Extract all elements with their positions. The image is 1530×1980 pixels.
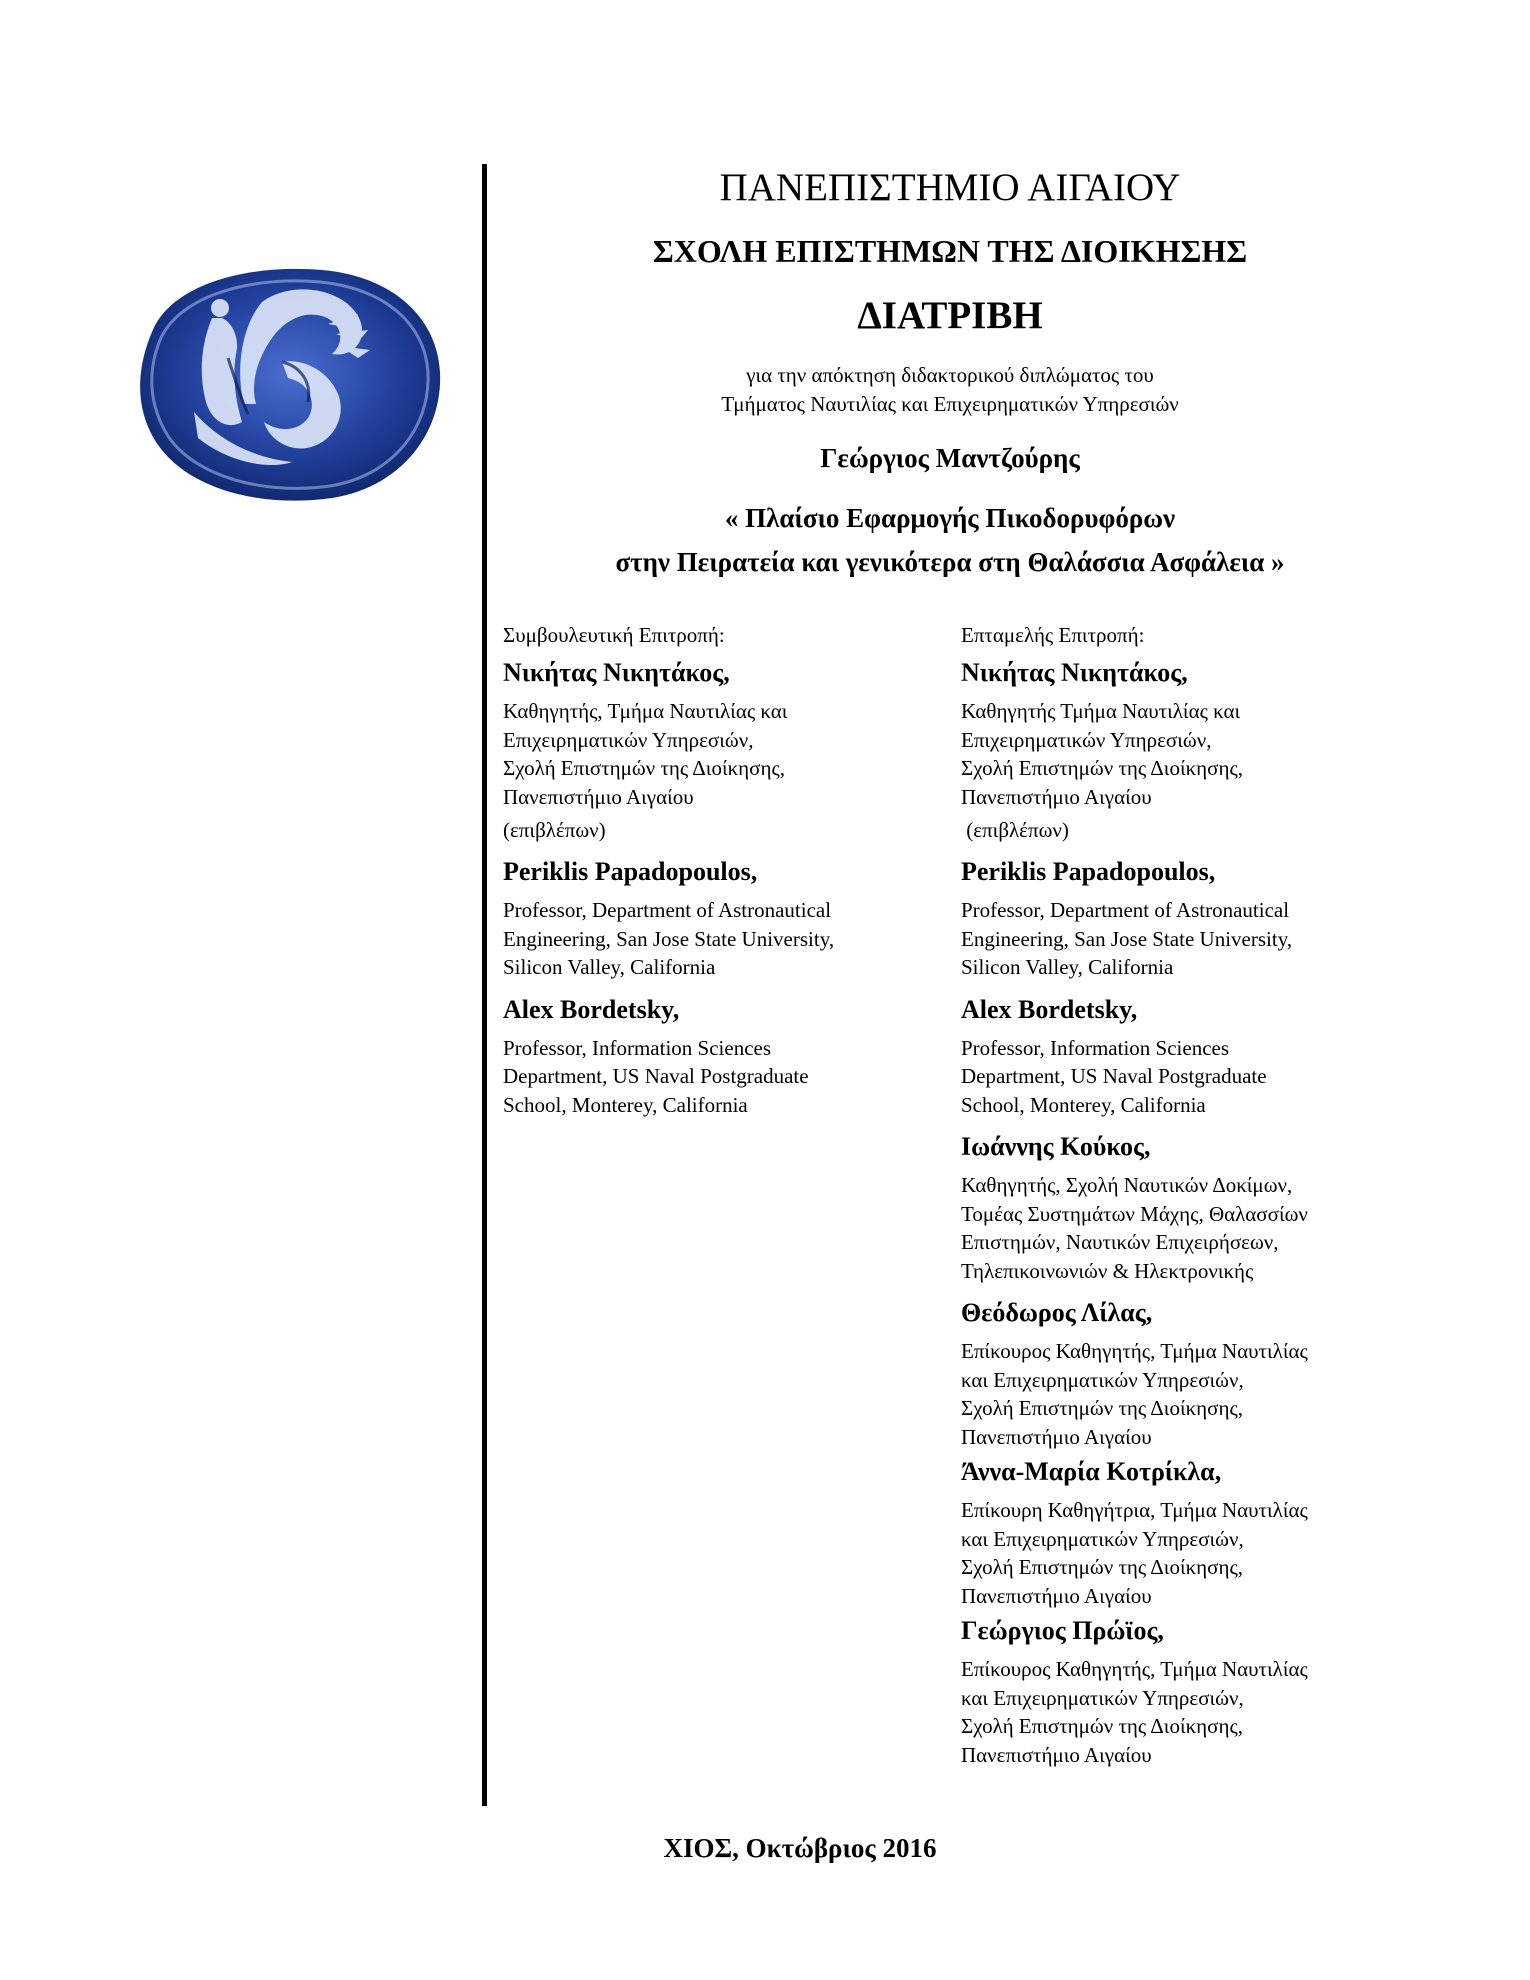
university-name: ΠΑΝΕΠΙΣΤΗΜΙΟ ΑΙΓΑΙΟΥ xyxy=(719,166,1181,209)
member-affiliation-line: Επιχειρηματικών Υπηρεσιών, xyxy=(503,727,754,752)
member-name: Νικήτας Νικητάκος, xyxy=(961,658,1188,687)
document-type: ΔΙΑΤΡΙΒΗ xyxy=(857,294,1043,337)
member-name: Νικήτας Νικητάκος, xyxy=(503,658,730,687)
member-affiliation-line: Σχολή Επιστημών της Διοίκησης, xyxy=(961,1714,1244,1738)
member-affiliation-line: Professor, Department of Astronautical xyxy=(503,898,832,922)
member-affiliation-line: και Επιχειρηματικών Υπηρεσιών, xyxy=(961,1685,1244,1710)
member-name: Θεόδωρος Λίλας, xyxy=(961,1298,1153,1327)
committee-member xyxy=(503,656,943,844)
member-affiliation-line: School, Monterey, California xyxy=(961,1092,1206,1117)
member-affiliation-line: Σχολή Επιστημών της Διοίκησης, xyxy=(961,1555,1244,1579)
member-affiliation-line: Professor, Information Sciences xyxy=(503,1035,772,1060)
member-affiliation-line: Πανεπιστήμιο Αιγαίου xyxy=(961,1583,1152,1608)
school-name: ΣΧΟΛΗ ΕΠΙΣΤΗΜΩΝ ΤΗΣ ΔΙΟΙΚΗΣΗΣ xyxy=(652,233,1248,269)
member-affiliation-line: Καθηγητής, Σχολή Ναυτικών Δοκίμων, xyxy=(961,1173,1293,1197)
member-affiliation-line: Πανεπιστήμιο Αιγαίου xyxy=(961,1742,1152,1767)
member-name: Periklis Papadopoulos, xyxy=(503,857,758,886)
member-name: Periklis Papadopoulos, xyxy=(961,857,1216,886)
committee-member xyxy=(961,855,1421,982)
committee-member xyxy=(503,993,943,1120)
committee-member xyxy=(961,656,1421,844)
member-role: (επιβλέπων) xyxy=(961,818,1069,842)
member-affiliation-line: Πανεπιστήμιο Αιγαίου xyxy=(961,784,1152,809)
member-affiliation-line: Professor, Department of Astronautical xyxy=(961,898,1290,922)
member-name: Alex Bordetsky, xyxy=(961,994,1138,1024)
committee-member xyxy=(961,1296,1421,1451)
thesis-title-line-2: στην Πειρατεία και γενικότερα στη Θαλάσσια Ασφάλεια » xyxy=(615,547,1285,577)
member-affiliation-line: Επίκουρη Καθηγήτρια, Τμήμα Ναυτιλίας xyxy=(961,1498,1308,1522)
purpose-line-2: Τμήματος Ναυτιλίας και Επιχειρηματικών Υπηρεσιών xyxy=(721,392,1179,416)
member-role: (επιβλέπων) xyxy=(503,818,606,842)
member-affiliation-line: και Επιχειρηματικών Υπηρεσιών, xyxy=(961,1526,1244,1551)
member-affiliation-line: Engineering, San Jose State University, xyxy=(961,926,1293,951)
vertical-rule xyxy=(482,164,487,1806)
member-affiliation-line: Σχολή Επιστημών της Διοίκησης, xyxy=(503,756,786,780)
purpose-line-1: για την απόκτηση διδακτορικού διπλώματος του xyxy=(746,363,1154,387)
member-affiliation-line: Silicon Valley, California xyxy=(503,955,716,979)
thesis-title-line-1: « Πλαίσιο Εφαρμογής Πικοδορυφόρων xyxy=(724,503,1176,533)
member-affiliation-line: Επίκουρος Καθηγητής, Τμήμα Ναυτιλίας xyxy=(961,1657,1308,1681)
member-affiliation-line: και Επιχειρηματικών Υπηρεσιών, xyxy=(961,1367,1244,1392)
member-name: Ιωάννης Κούκος, xyxy=(961,1132,1151,1161)
member-affiliation-line: Engineering, San Jose State University, xyxy=(503,926,835,951)
committee-member xyxy=(961,1614,1421,1769)
member-name: Alex Bordetsky, xyxy=(503,994,680,1024)
committee-member xyxy=(961,1455,1421,1610)
member-affiliation-line: Πανεπιστήμιο Αιγαίου xyxy=(961,1424,1152,1449)
member-affiliation-line: Καθηγητής Τμήμα Ναυτιλίας και xyxy=(961,699,1241,723)
member-affiliation-line: Department, US Naval Postgraduate xyxy=(961,1064,1267,1088)
member-affiliation-line: Department, US Naval Postgraduate xyxy=(503,1064,809,1088)
member-affiliation-line: Επιχειρηματικών Υπηρεσιών, xyxy=(961,727,1212,752)
committee-member xyxy=(961,1130,1421,1285)
member-affiliation-line: School, Monterey, California xyxy=(503,1092,748,1117)
member-affiliation-line: Τομέας Συστημάτων Μάχης, Θαλασσίων xyxy=(961,1201,1308,1226)
member-name: Άννα-Μαρία Κοτρίκλα, xyxy=(961,1457,1222,1486)
committee-member xyxy=(503,855,943,982)
examination-committee xyxy=(961,622,1421,1769)
member-affiliation-line: Σχολή Επιστημών της Διοίκησης, xyxy=(961,756,1244,780)
author-name: Γεώργιος Μαντζούρης xyxy=(820,443,1080,473)
member-name: Γεώργιος Πρώϊος, xyxy=(961,1616,1164,1645)
committee-member xyxy=(961,993,1421,1120)
advisory-committee xyxy=(503,622,943,1119)
university-seal-logo xyxy=(132,262,444,504)
examination-committee-heading: Επταμελής Επιτροπή: xyxy=(961,623,1145,647)
member-affiliation-line: Επιστημών, Ναυτικών Επιχειρήσεων, xyxy=(961,1230,1279,1254)
member-affiliation-line: Professor, Information Sciences xyxy=(961,1035,1230,1060)
member-affiliation-line: Silicon Valley, California xyxy=(961,955,1174,979)
member-affiliation-line: Πανεπιστήμιο Αιγαίου xyxy=(503,784,694,809)
advisory-committee-heading: Συμβουλευτική Επιτροπή: xyxy=(503,623,725,647)
place-date: ΧΙΟΣ, Οκτώβριος 2016 xyxy=(663,1833,937,1863)
member-affiliation-line: Σχολή Επιστημών της Διοίκησης, xyxy=(961,1396,1244,1420)
member-affiliation-line: Επίκουρος Καθηγητής, Τμήμα Ναυτιλίας xyxy=(961,1339,1308,1363)
member-affiliation-line: Καθηγητής, Τμήμα Ναυτιλίας και xyxy=(503,699,788,723)
member-affiliation-line: Τηλεπικοινωνιών & Ηλεκτρονικής xyxy=(961,1258,1254,1283)
